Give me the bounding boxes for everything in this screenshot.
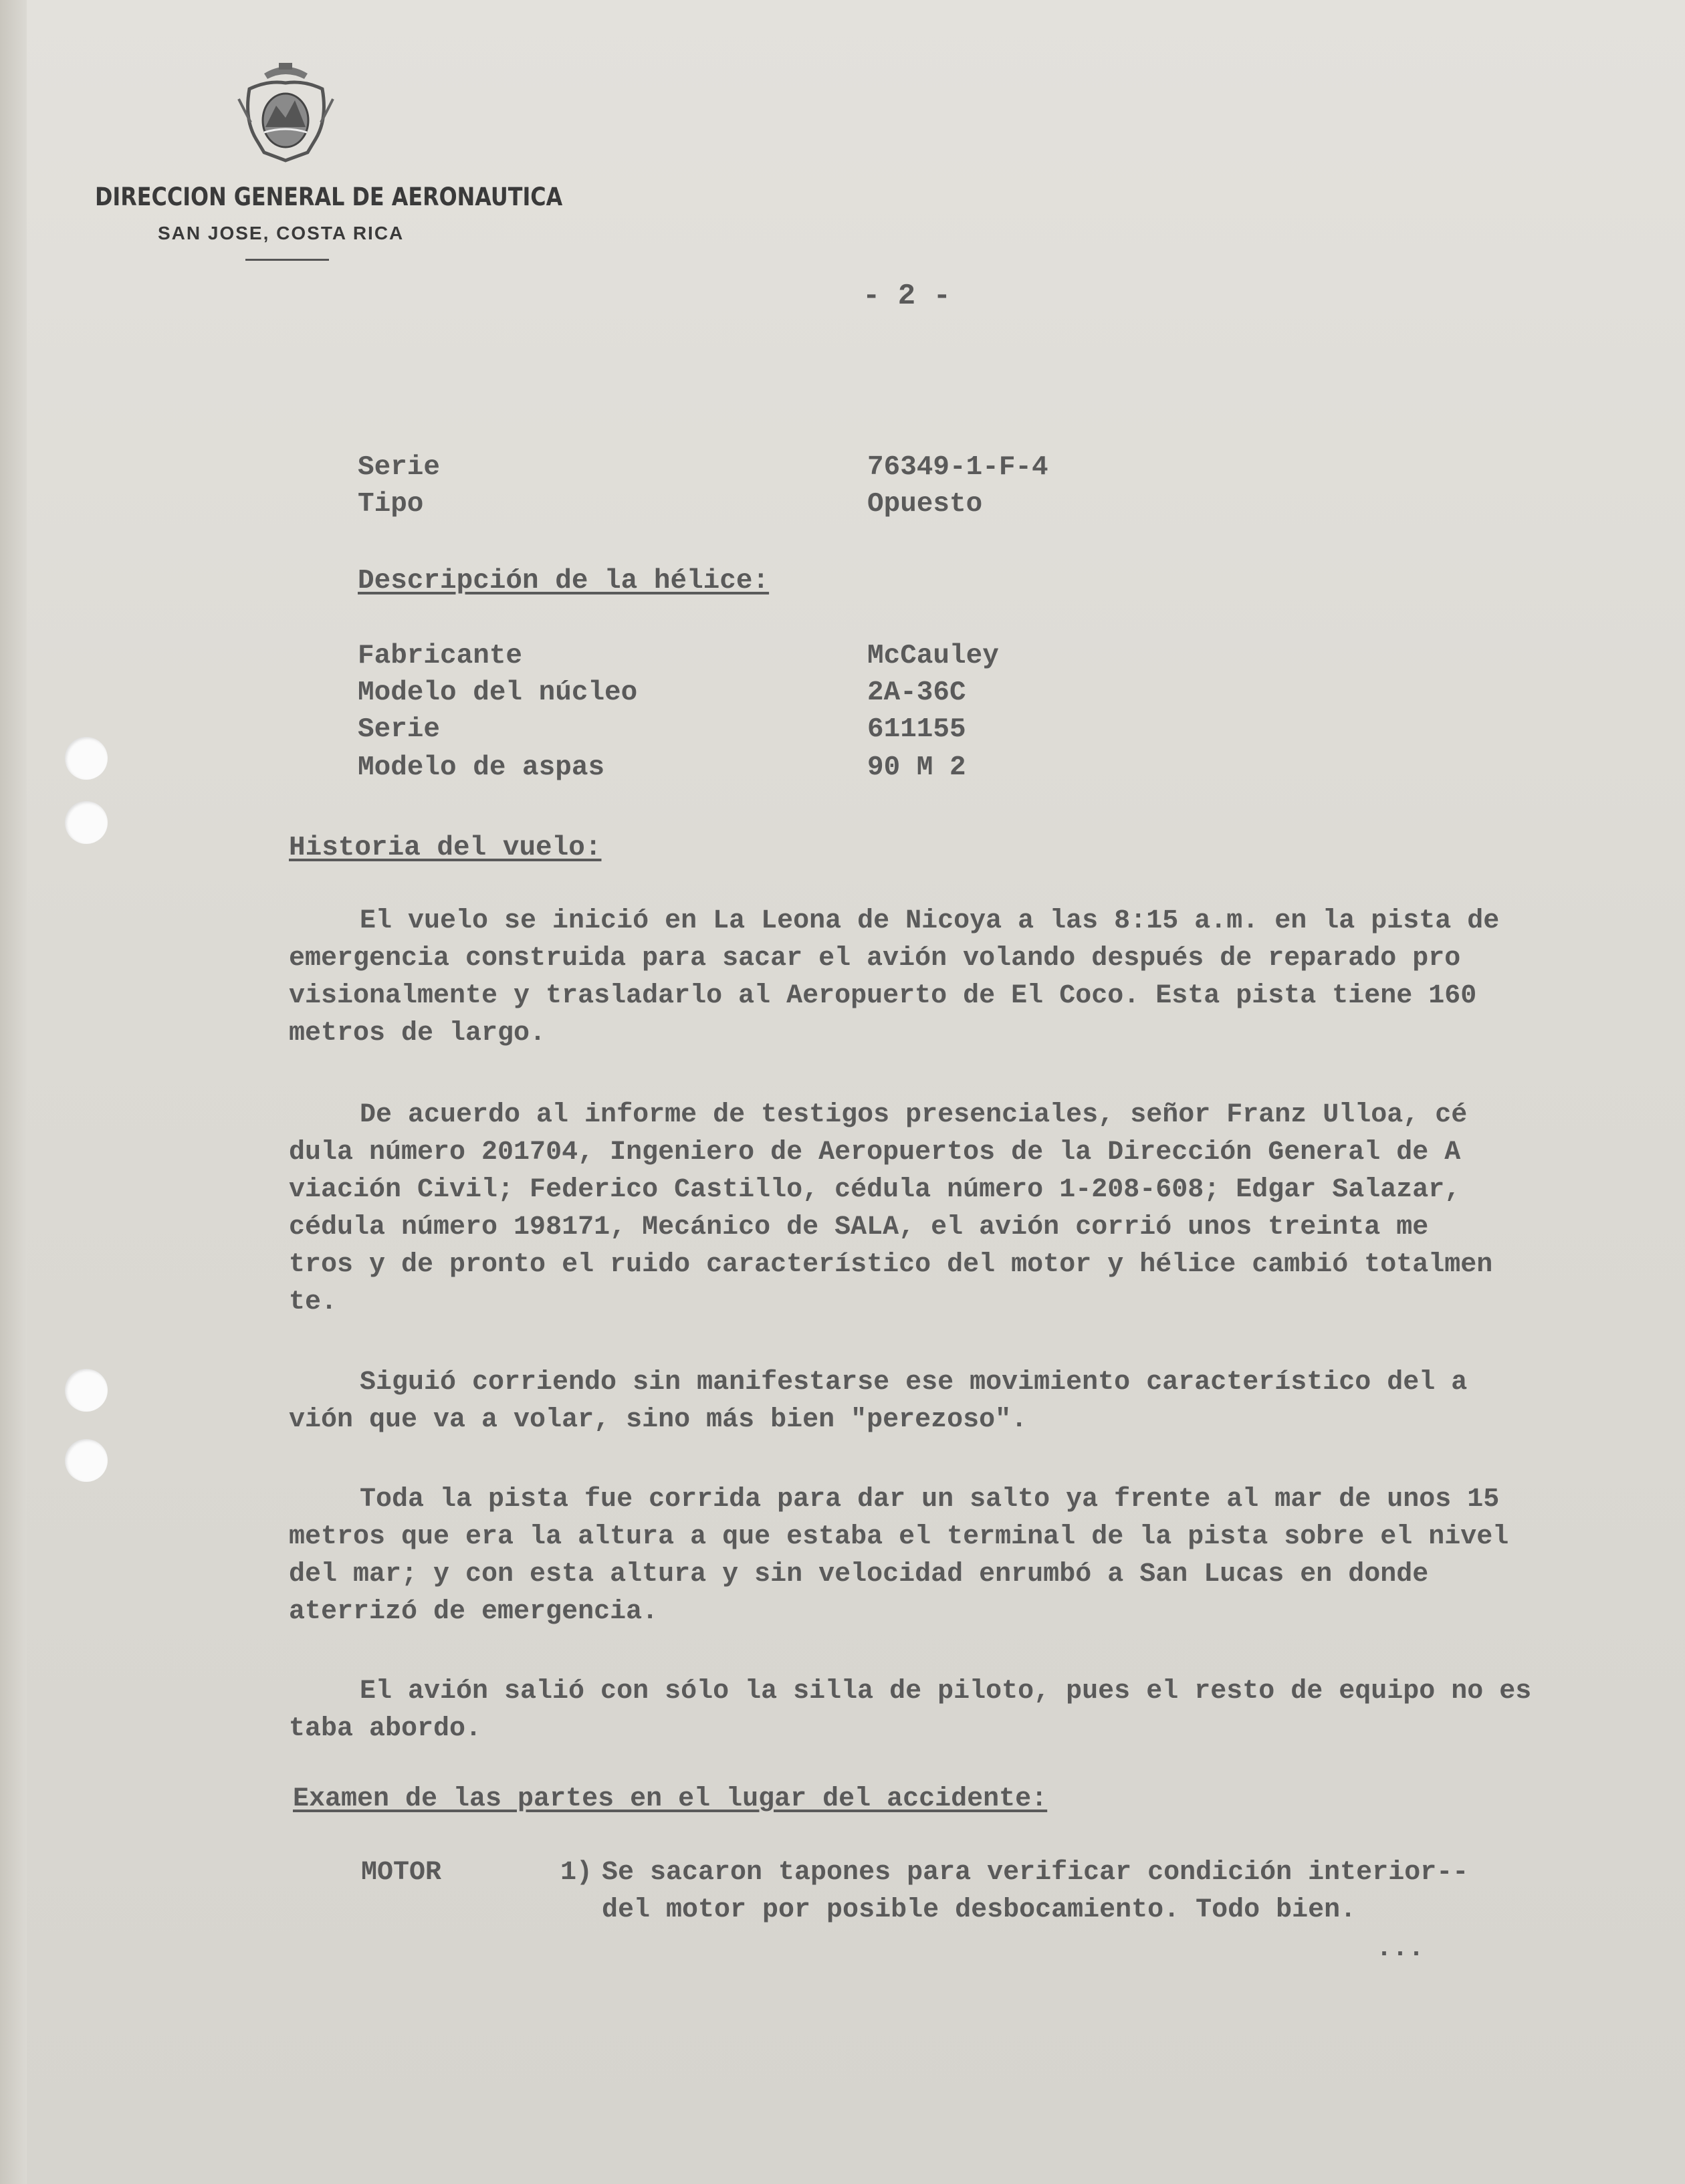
propeller-fabricante-value: McCauley	[867, 641, 999, 671]
flight-history-paragraph-2	[289, 1097, 1493, 1321]
engine-tipo-label: Tipo	[358, 489, 424, 520]
paragraph-line: aterrizó de emergencia.	[289, 1597, 659, 1627]
paragraph-line: viación Civil; Federico Castillo, cédula número 1-208-608; Edgar Salazar,	[289, 1175, 1461, 1205]
paragraph-line: taba abordo.	[289, 1714, 482, 1744]
punch-hole	[65, 1369, 108, 1412]
paragraph-line: dula número 201704, Ingeniero de Aeropuertos de la Dirección General de A	[289, 1137, 1461, 1168]
letterhead-divider	[245, 259, 329, 261]
exam-heading: Examen de las partes en el lugar del accidente:	[293, 1784, 1048, 1814]
exam-item-number: 1)	[560, 1858, 593, 1888]
paragraph-line: Siguió corriendo sin manifestarse ese movimiento característico del a	[360, 1368, 1468, 1398]
paper-edge-shadow	[0, 0, 27, 2184]
propeller-serie-label: Serie	[358, 714, 441, 745]
flight-history-heading: Historia del vuelo:	[289, 833, 602, 863]
propeller-nucleo-label: Modelo del núcleo	[358, 677, 638, 708]
propeller-fabricante-label: Fabricante	[358, 641, 523, 671]
engine-tipo-value: Opuesto	[867, 489, 983, 520]
paragraph-line: El avión salió con sólo la silla de piloto, pues el resto de equipo no es	[360, 1676, 1532, 1707]
engine-serie-label: Serie	[358, 452, 441, 483]
flight-history-paragraph-3	[289, 1364, 1468, 1439]
paragraph-line: vión que va a volar, sino más bien "perezoso".	[289, 1405, 1028, 1435]
page-number: - 2 -	[863, 280, 951, 313]
propeller-nucleo-value: 2A-36C	[867, 677, 966, 708]
paragraph-line: visionalmente y trasladarlo al Aeropuerto de El Coco. Esta pista tiene 160	[289, 981, 1477, 1011]
exam-item-line: Se sacaron tapones para verificar condición interior--	[602, 1858, 1469, 1888]
engine-serie-value: 76349-1-F-4	[867, 452, 1048, 483]
continuation-marker: ...	[1376, 1934, 1425, 1964]
punch-hole	[65, 737, 108, 780]
propeller-heading: Descripción de la hélice:	[358, 566, 770, 596]
paragraph-line: te.	[289, 1287, 338, 1317]
flight-history-paragraph-5	[289, 1673, 1532, 1748]
punch-hole	[65, 1439, 108, 1482]
coat-of-arms-seal-icon	[237, 59, 334, 166]
paragraph-line: El vuelo se inició en La Leona de Nicoya a las 8:15 a.m. en la pista de	[360, 906, 1500, 936]
paragraph-line: De acuerdo al informe de testigos presenciales, señor Franz Ulloa, cé	[360, 1100, 1468, 1130]
flight-history-paragraph-1	[289, 903, 1500, 1053]
paragraph-line: cédula número 198171, Mecánico de SALA, el avión corrió unos treinta me	[289, 1212, 1429, 1242]
paragraph-line: emergencia construida para sacar el avión volando después de reparado pro	[289, 944, 1461, 974]
exam-motor-label: MOTOR	[361, 1858, 442, 1888]
paragraph-line: tros y de pronto el ruido característico del motor y hélice cambió totalmen	[289, 1250, 1493, 1280]
letterhead-org-name: DIRECCION GENERAL DE AERONAUTICA	[95, 183, 563, 211]
paragraph-line: metros de largo.	[289, 1018, 546, 1049]
propeller-aspas-label: Modelo de aspas	[358, 752, 605, 783]
propeller-aspas-value: 90 M 2	[867, 752, 966, 783]
letterhead-location: SAN JOSE, COSTA RICA	[158, 223, 405, 243]
paragraph-line: metros que era la altura a que estaba el terminal de la pista sobre el nivel	[289, 1522, 1509, 1552]
paragraph-line: del mar; y con esta altura y sin velocidad enrumbó a San Lucas en donde	[289, 1559, 1429, 1590]
punch-hole	[65, 801, 108, 844]
exam-item-line: del motor por posible desbocamiento. Todo bien.	[602, 1895, 1357, 1925]
propeller-serie-value: 611155	[867, 714, 966, 745]
flight-history-paragraph-4	[289, 1481, 1509, 1631]
paragraph-line: Toda la pista fue corrida para dar un salto ya frente al mar de unos 15	[360, 1485, 1500, 1515]
